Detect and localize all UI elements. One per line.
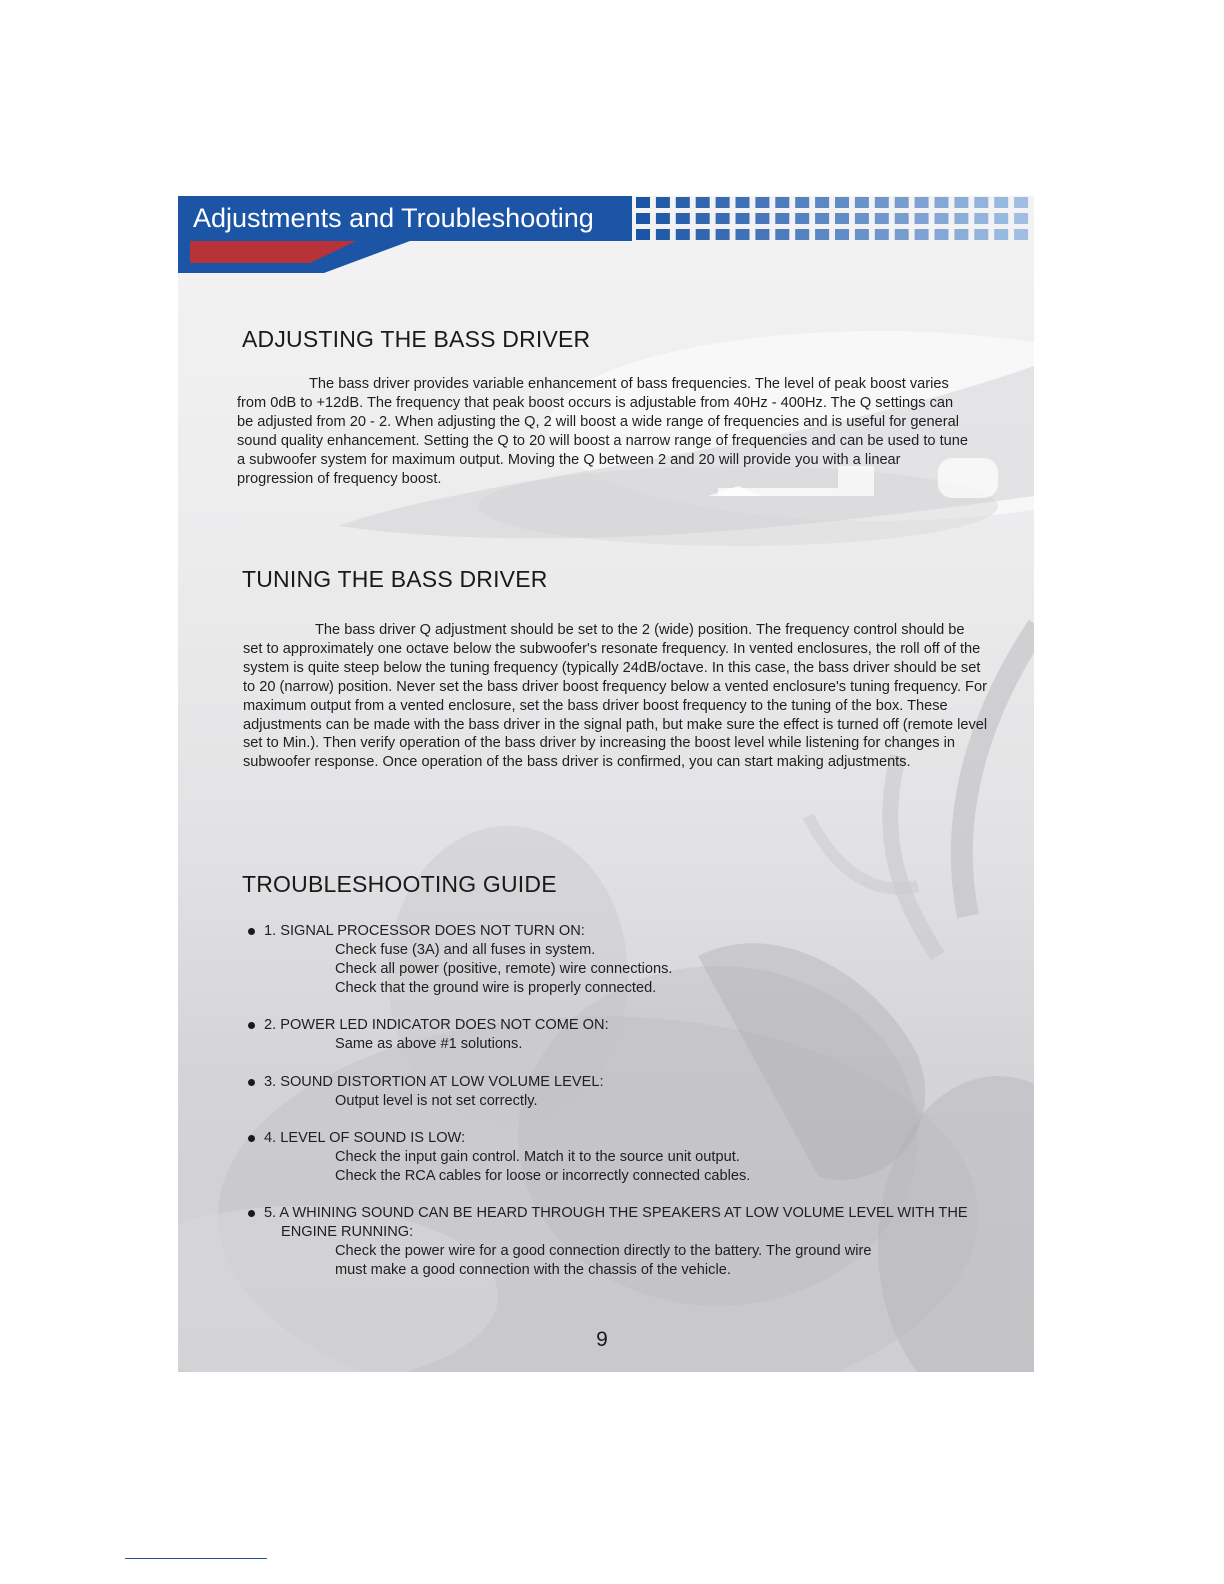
bullet-icon bbox=[248, 928, 255, 935]
header-square bbox=[855, 229, 869, 240]
header-square bbox=[716, 197, 730, 208]
header-square bbox=[835, 229, 849, 240]
bullet-icon bbox=[248, 1022, 255, 1029]
header-title: Adjustments and Troubleshooting bbox=[193, 203, 594, 233]
manual-page-panel bbox=[178, 196, 1034, 1372]
page-number: 9 bbox=[596, 1328, 608, 1351]
header-square bbox=[736, 229, 750, 240]
header-square bbox=[974, 213, 988, 224]
header-square bbox=[954, 213, 968, 224]
header-square bbox=[1014, 197, 1028, 208]
bullet-icon bbox=[248, 1079, 255, 1086]
header-square bbox=[676, 213, 690, 224]
header-square bbox=[1014, 229, 1028, 240]
header-square bbox=[716, 229, 730, 240]
trouble-item-solution: Check fuse (3A) and all fuses in system. bbox=[335, 942, 596, 958]
header-square bbox=[895, 197, 909, 208]
header-square bbox=[795, 229, 809, 240]
header-square bbox=[736, 213, 750, 224]
trouble-item-solution: Check that the ground wire is properly connected. bbox=[335, 980, 657, 996]
trouble-item-solution: Check the input gain control. Match it to the source unit output. bbox=[335, 1149, 740, 1165]
header-square bbox=[775, 213, 789, 224]
header-square bbox=[696, 213, 710, 224]
header-square bbox=[755, 197, 769, 208]
trouble-item-solution: must make a good connection with the chassis of the vehicle. bbox=[335, 1262, 731, 1278]
header-square bbox=[935, 197, 949, 208]
trouble-item-solution: Check all power (positive, remote) wire connections. bbox=[335, 961, 673, 977]
bullet-icon bbox=[248, 1135, 255, 1142]
trouble-item-solution: Check the RCA cables for loose or incorrectly connected cables. bbox=[335, 1168, 751, 1184]
trouble-item-solution: Output level is not set correctly. bbox=[335, 1093, 538, 1109]
header-square bbox=[875, 213, 889, 224]
section-title-troubleshooting: TROUBLESHOOTING GUIDE bbox=[242, 871, 557, 897]
header-square bbox=[636, 213, 650, 224]
header-square bbox=[656, 197, 670, 208]
header-square bbox=[855, 197, 869, 208]
footnote-rule bbox=[125, 1558, 267, 1559]
header-square bbox=[915, 213, 929, 224]
header-square bbox=[855, 213, 869, 224]
header-square bbox=[636, 197, 650, 208]
header-square bbox=[716, 213, 730, 224]
header-square bbox=[994, 213, 1008, 224]
header-square bbox=[915, 229, 929, 240]
header-square bbox=[815, 229, 829, 240]
header-square bbox=[696, 197, 710, 208]
header-square bbox=[994, 197, 1008, 208]
header-square bbox=[835, 197, 849, 208]
header-square bbox=[835, 213, 849, 224]
header-square bbox=[875, 197, 889, 208]
header-square bbox=[875, 229, 889, 240]
header-square-pattern bbox=[636, 196, 1034, 241]
background-photo-collage bbox=[178, 196, 1034, 1372]
section-title-tuning: TUNING THE BASS DRIVER bbox=[242, 566, 548, 592]
header-square bbox=[954, 197, 968, 208]
bullet-icon bbox=[248, 1210, 255, 1217]
trouble-item-heading: 3. SOUND DISTORTION AT LOW VOLUME LEVEL: bbox=[264, 1074, 604, 1090]
header-square bbox=[755, 229, 769, 240]
section-title-adjusting: ADJUSTING THE BASS DRIVER bbox=[242, 326, 591, 352]
header-square bbox=[795, 213, 809, 224]
header-square bbox=[974, 197, 988, 208]
header-square bbox=[636, 229, 650, 240]
header-square bbox=[935, 213, 949, 224]
header-square bbox=[656, 213, 670, 224]
header-square bbox=[974, 229, 988, 240]
header-square bbox=[676, 229, 690, 240]
header-square bbox=[755, 213, 769, 224]
header-square bbox=[815, 197, 829, 208]
header-square bbox=[895, 229, 909, 240]
header-square bbox=[935, 229, 949, 240]
section-body-tuning: The bass driver Q adjustment should be set to the 2 (wide) position. The frequency control should be set to approximately one octave below the subwoofer's resonate frequency. In vented enclosures, the roll off of the system is quite steep below the tuning frequency (typically 24dB/octave. In this case, the bass driver should be set to 20 (narrow) position. Never set the bass driver boost frequency below a vented enclosure's tuning frequency. For maximum output from a vented enclosure, set the bass driver boost frequency to the tuning of the box. These adjustments can be made with the bass driver in the signal path, but make sure the effect is turned off (remote level set to Min.). Then verify operation of the bass driver by increasing the boost level while listening for changes in subwoofer response. Once operation of the bass driver is confirmed, you can start making adjustments. bbox=[243, 622, 988, 771]
header-square bbox=[954, 229, 968, 240]
header-square bbox=[815, 213, 829, 224]
header-square bbox=[775, 229, 789, 240]
header-square bbox=[795, 197, 809, 208]
header-square bbox=[895, 213, 909, 224]
header-square bbox=[775, 197, 789, 208]
trouble-item-heading: 5. A WHINING SOUND CAN BE HEARD THROUGH THE SPEAKERS AT LOW VOLUME LEVEL WITH THE ENGINE RUNNING: bbox=[264, 1205, 968, 1240]
header-square bbox=[736, 197, 750, 208]
trouble-item-heading: 2. POWER LED INDICATOR DOES NOT COME ON: bbox=[264, 1017, 609, 1033]
header-square bbox=[915, 197, 929, 208]
header-bar bbox=[178, 196, 632, 241]
trouble-item-heading: 4. LEVEL OF SOUND IS LOW: bbox=[264, 1130, 466, 1146]
header-square bbox=[676, 197, 690, 208]
header-accent-stripe bbox=[178, 241, 410, 273]
header-square bbox=[656, 229, 670, 240]
header-square bbox=[696, 229, 710, 240]
header-square bbox=[1014, 213, 1028, 224]
trouble-item-solution: Check the power wire for a good connection directly to the battery. The ground wire bbox=[335, 1243, 872, 1259]
trouble-item-solution: Same as above #1 solutions. bbox=[335, 1036, 523, 1052]
header-square bbox=[994, 229, 1008, 240]
trouble-item-heading: 1. SIGNAL PROCESSOR DOES NOT TURN ON: bbox=[264, 923, 585, 939]
section-body-adjusting: The bass driver provides variable enhancement of bass frequencies. The level of peak boost varies from 0dB to +12dB. The frequency that peak boost occurs is adjustable from 40Hz - 400Hz. The Q settings can be adjusted from 20 - 2. When adjusting the Q, 2 will boost a wide range of frequencies and is useful for general sound quality enhancement. Setting the Q to 20 will boost a narrow range of frequencies and can be used to tune a subwoofer system for maximum output. Moving the Q between 2 and 20 will provide you with a linear progression of frequency boost. bbox=[237, 376, 968, 487]
